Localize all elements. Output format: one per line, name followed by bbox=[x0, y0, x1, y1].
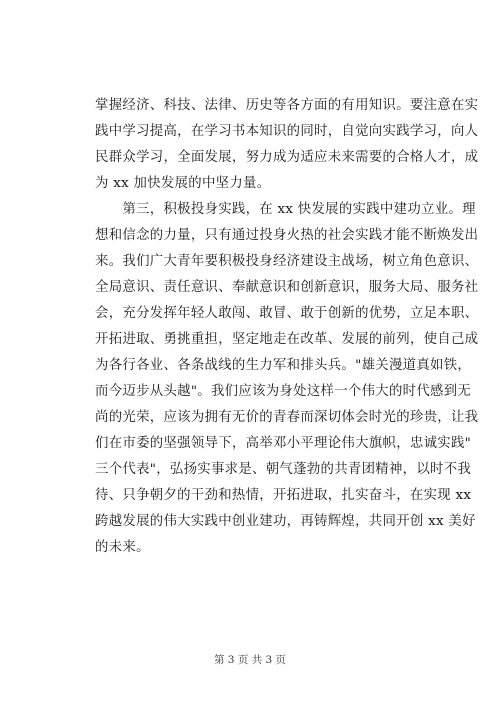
text-line: 三个代表"，弘扬实事求是、朝气蓬勃的共青团精神，以时不我 bbox=[95, 462, 472, 477]
text-line: 想和信念的力量，只有通过投身火热的社会实践才能不断焕发出 bbox=[95, 228, 479, 243]
text-line: 来。我们广大青年要积极投身经济建设主战场，树立角色意识、 bbox=[95, 254, 479, 269]
body-text bbox=[95, 93, 479, 561]
text-line: 的未来。 bbox=[95, 540, 150, 555]
text-line: 开拓进取、勇挑重担，坚定地走在改革、发展的前列，使自己成 bbox=[95, 332, 479, 347]
text-line: 践中学习提高，在学习书本知识的同时，自觉向实践学习，向人 bbox=[95, 124, 479, 139]
text-line: 待、只争朝夕的干劲和热情，开拓进取，扎实奋斗，在实现 xx bbox=[95, 488, 472, 503]
text-line: 们在市委的坚强领导下，高举邓小平理论伟大旗帜，忠诚实践" bbox=[95, 436, 472, 451]
text-line: 尚的光荣，应该为拥有无价的青春而深切体会时光的珍贵，让我 bbox=[95, 410, 479, 425]
text-line: 民群众学习，全面发展，努力成为适应未来需要的合格人才，成 bbox=[95, 150, 479, 165]
text-line: 掌握经济、科技、法律、历史等各方面的有用知识。要注意在实 bbox=[95, 98, 479, 113]
text-line: 跨越发展的伟大实践中创业建功，再铸辉煌，共同开创 xx 美好 bbox=[95, 514, 476, 529]
text-line: 为 xx 加快发展的中坚力量。 bbox=[95, 176, 271, 191]
text-line: 会，充分发挥年轻人敢闯、敢冒、敢于创新的优势，立足本职、 bbox=[95, 306, 479, 321]
text-line: 而今迈步从头越"。我们应该为身处这样一个伟大的时代感到无 bbox=[95, 384, 472, 399]
page-footer: 第 3 页 共 3 页 bbox=[213, 654, 287, 666]
text-line: 第三，积极投身实践，在 xx 快发展的实践中建功立业。理 bbox=[95, 202, 476, 217]
text-line: 全局意识、责任意识、奉献意识和创新意识，服务大局、服务社 bbox=[95, 280, 479, 295]
text-line: 为各行各业、各条战线的生力军和排头兵。"雄关漫道真如铁， bbox=[95, 358, 472, 373]
